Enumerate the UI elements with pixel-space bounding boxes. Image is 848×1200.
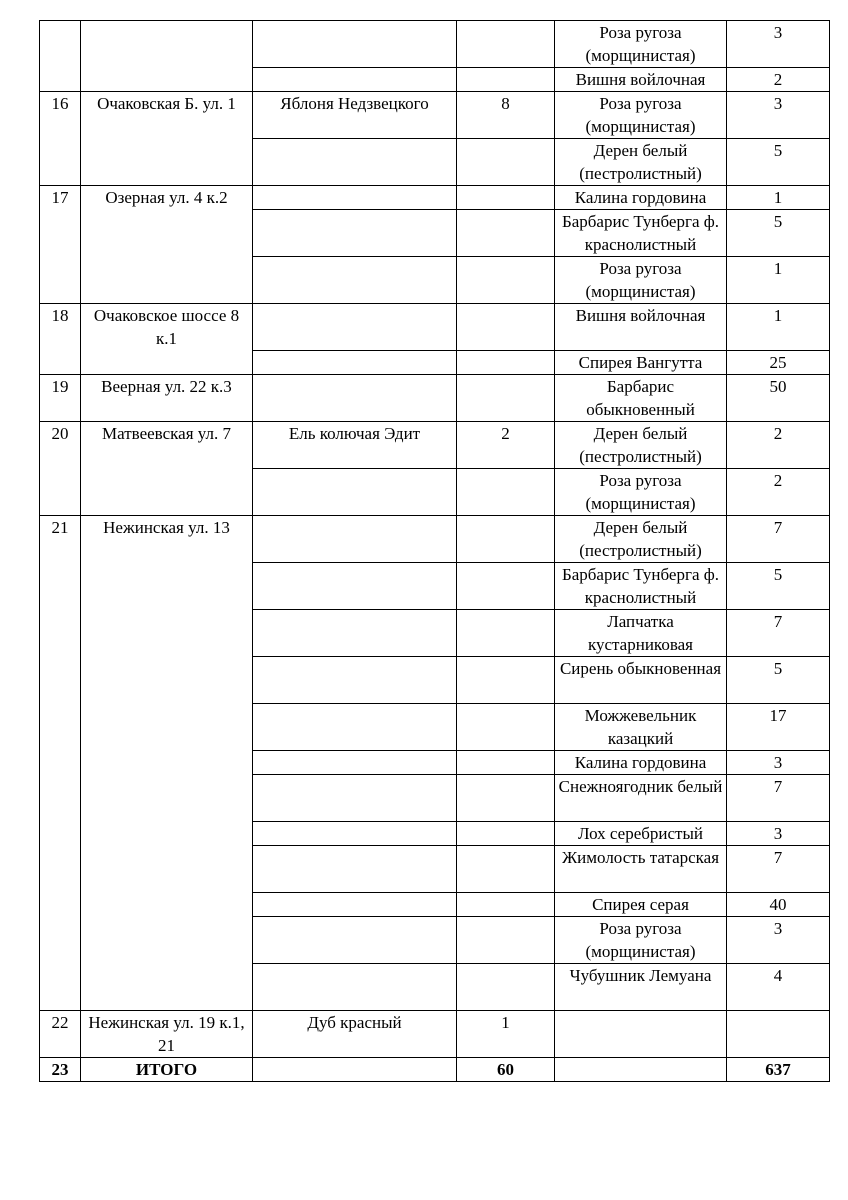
cell-shrub: Вишня войлочная	[555, 304, 727, 351]
table-row	[40, 186, 830, 210]
cell-shrub: Лапчатка кустарниковая	[555, 610, 727, 657]
cell-tree	[253, 775, 457, 822]
cell-addr: ИТОГО	[81, 1058, 253, 1082]
table-row	[40, 422, 830, 469]
cell-tree-qty	[457, 351, 555, 375]
cell-tree-qty: 60	[457, 1058, 555, 1082]
cell-shrub: Роза ругоза (морщинистая)	[555, 917, 727, 964]
cell-shrub: Калина гордовина	[555, 186, 727, 210]
cell-shrub: Роза ругоза (морщинистая)	[555, 92, 727, 139]
cell-tree: Ель колючая Эдит	[253, 422, 457, 469]
cell-shrub-qty: 3	[727, 751, 830, 775]
cell-shrub-qty: 3	[727, 92, 830, 139]
cell-shrub-qty: 7	[727, 516, 830, 563]
table-body	[40, 21, 830, 1082]
cell-shrub-qty: 5	[727, 563, 830, 610]
cell-addr: Озерная ул. 4 к.2	[81, 186, 253, 304]
cell-num: 19	[40, 375, 81, 422]
cell-tree-qty	[457, 893, 555, 917]
cell-tree-qty	[457, 139, 555, 186]
cell-tree-qty	[457, 610, 555, 657]
cell-shrub-qty: 1	[727, 257, 830, 304]
cell-shrub-qty: 5	[727, 210, 830, 257]
cell-tree	[253, 257, 457, 304]
cell-tree	[253, 351, 457, 375]
cell-num: 21	[40, 516, 81, 1011]
cell-tree	[253, 21, 457, 68]
cell-tree: Яблоня Недзвецкого	[253, 92, 457, 139]
cell-addr: Матвеевская ул. 7	[81, 422, 253, 516]
cell-tree-qty	[457, 210, 555, 257]
cell-shrub-qty: 50	[727, 375, 830, 422]
cell-shrub-qty: 17	[727, 704, 830, 751]
cell-shrub-qty: 1	[727, 304, 830, 351]
table-row	[40, 1058, 830, 1082]
planting-table	[39, 20, 830, 1082]
cell-shrub-qty: 7	[727, 846, 830, 893]
cell-tree	[253, 1058, 457, 1082]
cell-tree	[253, 751, 457, 775]
cell-tree	[253, 516, 457, 563]
cell-tree	[253, 68, 457, 92]
cell-tree-qty	[457, 751, 555, 775]
cell-tree-qty	[457, 775, 555, 822]
cell-shrub: Барбарис Тунберга ф. краснолистный	[555, 563, 727, 610]
cell-tree-qty	[457, 21, 555, 68]
cell-tree	[253, 304, 457, 351]
cell-tree	[253, 964, 457, 1011]
cell-shrub: Роза ругоза (морщинистая)	[555, 257, 727, 304]
cell-shrub: Барбарис Тунберга ф. краснолистный	[555, 210, 727, 257]
cell-shrub	[555, 1011, 727, 1058]
cell-tree-qty	[457, 516, 555, 563]
cell-addr: Очаковская Б. ул. 1	[81, 92, 253, 186]
cell-tree	[253, 375, 457, 422]
cell-tree-qty	[457, 186, 555, 210]
cell-shrub-qty: 40	[727, 893, 830, 917]
cell-shrub: Жимолость татарская	[555, 846, 727, 893]
cell-tree-qty	[457, 304, 555, 351]
cell-shrub: Чубушник Лемуана	[555, 964, 727, 1011]
cell-addr: Очаковское шоссе 8 к.1	[81, 304, 253, 375]
cell-shrub-qty: 5	[727, 139, 830, 186]
cell-shrub: Сирень обыкновенная	[555, 657, 727, 704]
cell-tree-qty	[457, 469, 555, 516]
cell-shrub: Снежноягодник белый	[555, 775, 727, 822]
cell-shrub-qty: 3	[727, 822, 830, 846]
table-row	[40, 375, 830, 422]
cell-shrub-qty	[727, 1011, 830, 1058]
cell-tree	[253, 704, 457, 751]
cell-tree	[253, 563, 457, 610]
cell-num: 22	[40, 1011, 81, 1058]
cell-tree-qty	[457, 563, 555, 610]
cell-tree-qty: 1	[457, 1011, 555, 1058]
cell-tree: Дуб красный	[253, 1011, 457, 1058]
table-row	[40, 516, 830, 563]
cell-shrub: Лох серебристый	[555, 822, 727, 846]
cell-addr	[81, 21, 253, 92]
cell-num: 20	[40, 422, 81, 516]
cell-shrub-qty: 3	[727, 21, 830, 68]
cell-shrub-qty: 4	[727, 964, 830, 1011]
cell-tree-qty	[457, 657, 555, 704]
cell-shrub: Роза ругоза (морщинистая)	[555, 469, 727, 516]
cell-shrub: Вишня войлочная	[555, 68, 727, 92]
cell-shrub-qty: 5	[727, 657, 830, 704]
cell-shrub-qty: 2	[727, 469, 830, 516]
cell-shrub: Спирея серая	[555, 893, 727, 917]
cell-shrub: Спирея Вангутта	[555, 351, 727, 375]
cell-addr: Веерная ул. 22 к.3	[81, 375, 253, 422]
cell-num: 16	[40, 92, 81, 186]
cell-tree	[253, 846, 457, 893]
cell-tree	[253, 210, 457, 257]
cell-num: 23	[40, 1058, 81, 1082]
cell-tree-qty	[457, 964, 555, 1011]
cell-shrub: Роза ругоза (морщинистая)	[555, 21, 727, 68]
cell-shrub: Дерен белый (пестролистный)	[555, 516, 727, 563]
cell-tree-qty	[457, 68, 555, 92]
cell-shrub: Калина гордовина	[555, 751, 727, 775]
table-row	[40, 1011, 830, 1058]
cell-tree-qty	[457, 846, 555, 893]
cell-shrub-qty: 637	[727, 1058, 830, 1082]
cell-tree-qty	[457, 704, 555, 751]
table-row	[40, 21, 830, 68]
cell-tree	[253, 893, 457, 917]
cell-tree	[253, 186, 457, 210]
cell-addr: Нежинская ул. 13	[81, 516, 253, 1011]
cell-tree	[253, 139, 457, 186]
cell-tree	[253, 822, 457, 846]
cell-tree-qty: 2	[457, 422, 555, 469]
cell-shrub-qty: 7	[727, 775, 830, 822]
cell-tree-qty	[457, 257, 555, 304]
cell-shrub-qty: 2	[727, 422, 830, 469]
table-row	[40, 92, 830, 139]
cell-shrub: Дерен белый (пестролистный)	[555, 139, 727, 186]
cell-tree-qty	[457, 917, 555, 964]
cell-shrub-qty: 25	[727, 351, 830, 375]
cell-shrub-qty: 1	[727, 186, 830, 210]
cell-tree-qty: 8	[457, 92, 555, 139]
cell-shrub	[555, 1058, 727, 1082]
cell-tree-qty	[457, 822, 555, 846]
cell-shrub-qty: 7	[727, 610, 830, 657]
cell-tree	[253, 469, 457, 516]
cell-shrub: Барбарис обыкновенный	[555, 375, 727, 422]
table-row	[40, 304, 830, 351]
cell-shrub-qty: 2	[727, 68, 830, 92]
cell-shrub: Дерен белый (пестролистный)	[555, 422, 727, 469]
cell-tree-qty	[457, 375, 555, 422]
cell-num: 17	[40, 186, 81, 304]
cell-tree	[253, 917, 457, 964]
cell-tree	[253, 610, 457, 657]
cell-tree	[253, 657, 457, 704]
cell-shrub: Можжевельник казацкий	[555, 704, 727, 751]
cell-addr: Нежинская ул. 19 к.1, 21	[81, 1011, 253, 1058]
cell-num	[40, 21, 81, 92]
cell-shrub-qty: 3	[727, 917, 830, 964]
cell-num: 18	[40, 304, 81, 375]
